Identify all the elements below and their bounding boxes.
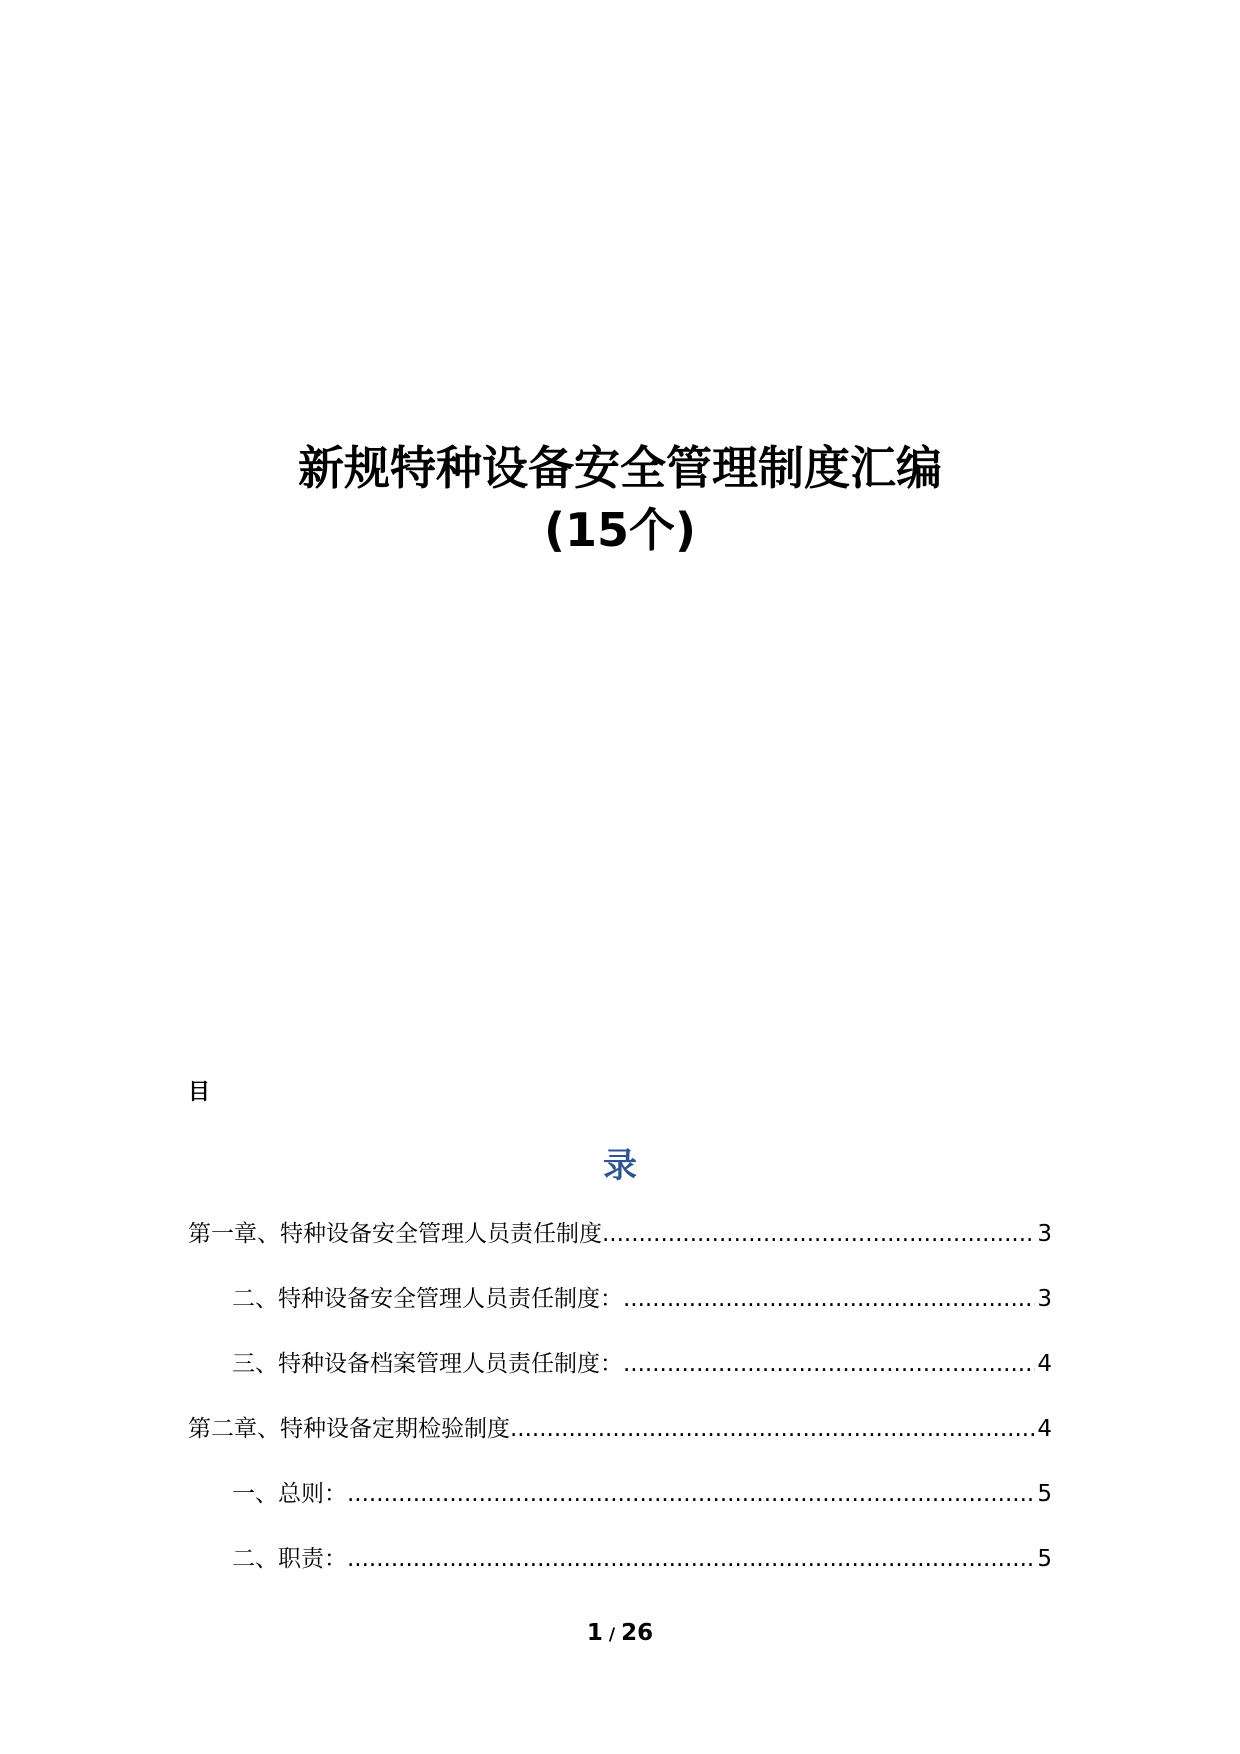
toc-entry-page: 3 xyxy=(1037,1286,1052,1312)
toc-entry-section[interactable] xyxy=(188,1544,1052,1609)
toc-entry-text: 第一章、特种设备安全管理人员责任制度 xyxy=(188,1221,602,1247)
toc-entry-section[interactable] xyxy=(188,1284,1052,1349)
toc-entry-page: 3 xyxy=(1037,1221,1052,1247)
total-page-count: 26 xyxy=(621,1620,654,1646)
toc-leader-dots xyxy=(623,1284,1035,1314)
current-page-number: 1 xyxy=(586,1620,603,1646)
toc-entry-text: 二、特种设备安全管理人员责任制度： xyxy=(232,1286,623,1312)
toc-entry-chapter-1[interactable] xyxy=(188,1219,1052,1284)
toc-entry-page: 5 xyxy=(1037,1546,1052,1572)
toc-entry-page: 5 xyxy=(1037,1481,1052,1507)
toc-entry-text: 一、总则： xyxy=(232,1481,347,1507)
toc-entry-chapter-2[interactable] xyxy=(188,1414,1052,1479)
toc-entry-text: 第二章、特种设备定期检验制度 xyxy=(188,1416,510,1442)
toc-heading-second-char: 录 xyxy=(603,1146,637,1186)
page-number xyxy=(0,1618,1240,1650)
toc-leader-dots xyxy=(347,1479,1035,1509)
toc-entry-text: 二、职责： xyxy=(232,1546,347,1572)
toc-entry-text: 三、特种设备档案管理人员责任制度： xyxy=(232,1351,623,1377)
document-title: 新规特种设备安全管理制度汇编 xyxy=(298,441,942,495)
toc-entry-page: 4 xyxy=(1037,1351,1052,1377)
toc-leader-dots xyxy=(510,1414,1035,1444)
page-separator: / xyxy=(608,1625,616,1645)
document-subtitle-count: (15个) xyxy=(543,503,697,557)
table-of-contents xyxy=(188,1219,1052,1609)
toc-leader-dots xyxy=(623,1349,1035,1379)
toc-leader-dots xyxy=(347,1544,1035,1574)
toc-entry-page: 4 xyxy=(1037,1416,1052,1442)
toc-leader-dots xyxy=(602,1219,1035,1249)
toc-entry-section[interactable] xyxy=(188,1479,1052,1544)
toc-heading-first-char: 目 xyxy=(188,1080,211,1105)
toc-entry-section[interactable] xyxy=(188,1349,1052,1414)
